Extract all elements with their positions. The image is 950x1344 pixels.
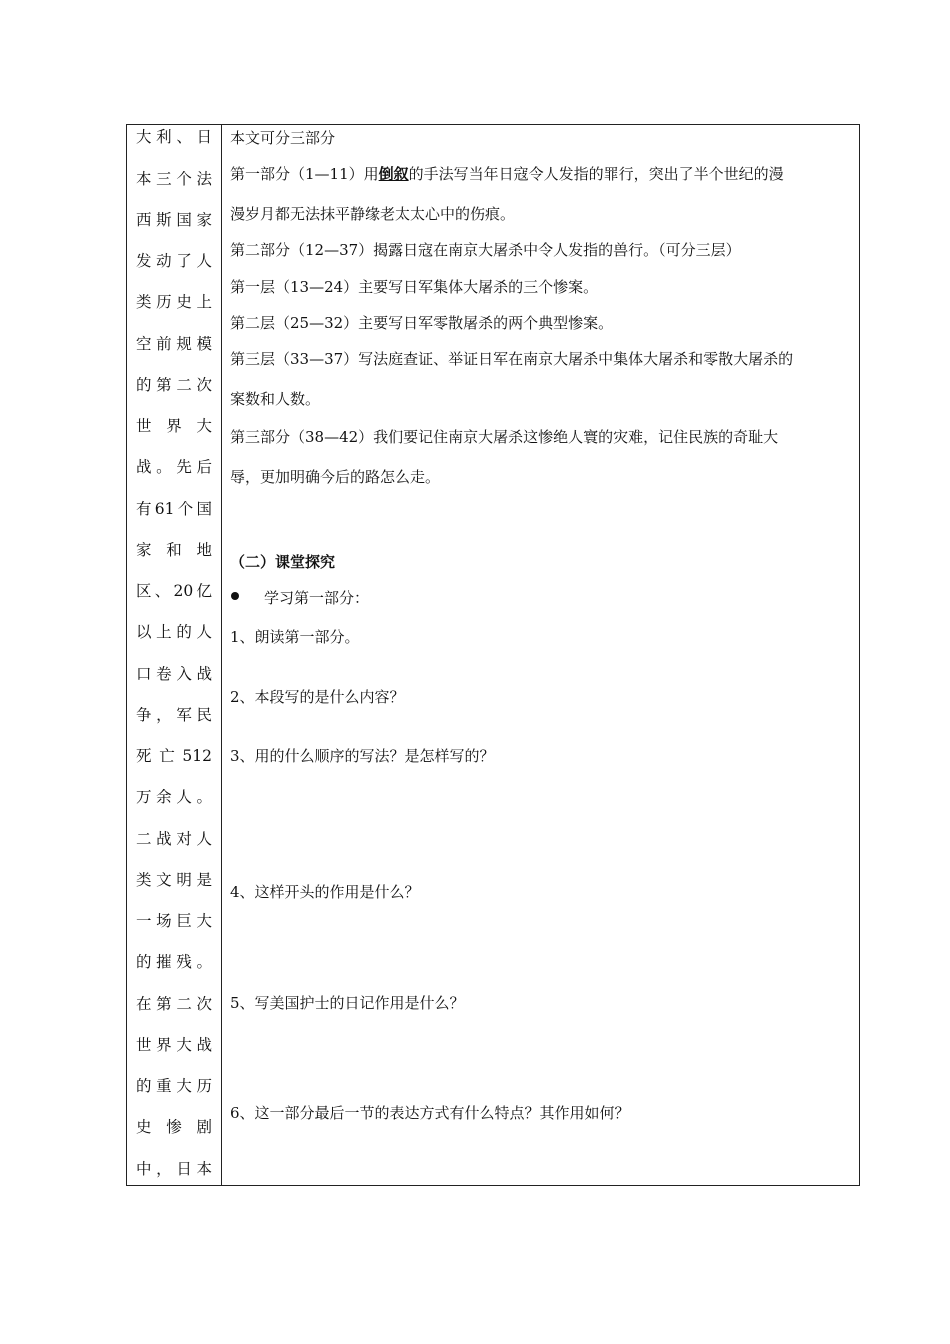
left-line: 的第二次	[136, 376, 212, 394]
left-line: 有61个国	[136, 500, 212, 518]
left-line: 在第二次	[136, 995, 212, 1013]
question-1: 1、朗读第一部分。	[230, 628, 360, 646]
bullet-item: 学习第一部分：	[264, 589, 370, 607]
left-line: 争，军民	[136, 706, 212, 724]
layer3-line: 第三层（33—37）写法庭查证、举证日军在南京大屠杀中集体大屠杀和零散大屠杀的	[230, 350, 794, 368]
layer3-continuation: 案数和人数。	[230, 390, 321, 408]
part2-line: 第二部分（12—37）揭露日寇在南京大屠杀中令人发指的兽行。（可分三层）	[230, 241, 741, 259]
part1-suffix: 的手法写当年日寇令人发指的罪行，突出了半个世纪的漫	[408, 165, 784, 183]
left-line: 类文明是	[136, 871, 212, 889]
left-line: 空前规模	[136, 335, 212, 353]
question-2: 2、本段写的是什么内容？	[230, 688, 405, 706]
part3-line: 第三部分（38—42）我们要记住南京大屠杀这惨绝人寰的灾难，记住民族的奇耻大	[230, 428, 779, 446]
left-line: 口卷入战	[136, 665, 212, 683]
keyword-daoxu: 倒叙	[378, 165, 409, 183]
question-5: 5、写美国护士的日记作用是什么？	[230, 994, 465, 1012]
column-divider	[221, 124, 222, 1186]
left-line: 西斯国家	[136, 211, 212, 229]
left-line: 的摧残。	[136, 953, 212, 971]
layer2-line: 第二层（25—32）主要写日军零散屠杀的两个典型惨案。	[230, 314, 614, 332]
left-line: 家 和 地	[136, 541, 212, 559]
left-line: 本三个法	[136, 170, 212, 188]
left-line: 的重大历	[136, 1077, 212, 1095]
question-6: 6、这一部分最后一节的表达方式有什么特点？其作用如何？	[230, 1104, 630, 1122]
section-title: （二）课堂探究	[230, 553, 336, 571]
left-line: 世界大战	[136, 1036, 212, 1054]
structure-heading: 本文可分三部分	[230, 129, 336, 147]
left-line: 中，日本	[136, 1160, 212, 1178]
left-line: 死 亡 512	[136, 747, 212, 765]
part1-prefix: 第一部分（1—11）用	[230, 165, 379, 183]
left-line: 一场巨大	[136, 912, 212, 930]
question-4: 4、这样开头的作用是什么？	[230, 883, 420, 901]
left-line: 大利、日	[136, 128, 212, 146]
left-line: 以上的人	[136, 623, 212, 641]
left-line: 战。先后	[136, 458, 212, 476]
part3-continuation: 辱，更加明确今后的路怎么走。	[230, 468, 441, 486]
left-line: 发动了人	[136, 252, 212, 270]
part1-line	[230, 164, 784, 184]
left-line: 二战对人	[136, 830, 212, 848]
bullet-icon	[231, 592, 239, 600]
left-line: 万余人。	[136, 788, 212, 806]
left-line: 类历史上	[136, 293, 212, 311]
layer1-line: 第一层（13—24）主要写日军集体大屠杀的三个惨案。	[230, 278, 599, 296]
left-line: 世 界 大	[136, 417, 212, 435]
part1-continuation: 漫岁月都无法抹平静缘老太太心中的伤痕。	[230, 205, 516, 223]
question-3: 3、用的什么顺序的写法？是怎样写的？	[230, 747, 495, 765]
left-line: 区、20亿	[136, 582, 212, 600]
left-line: 史 惨 剧	[136, 1118, 212, 1136]
